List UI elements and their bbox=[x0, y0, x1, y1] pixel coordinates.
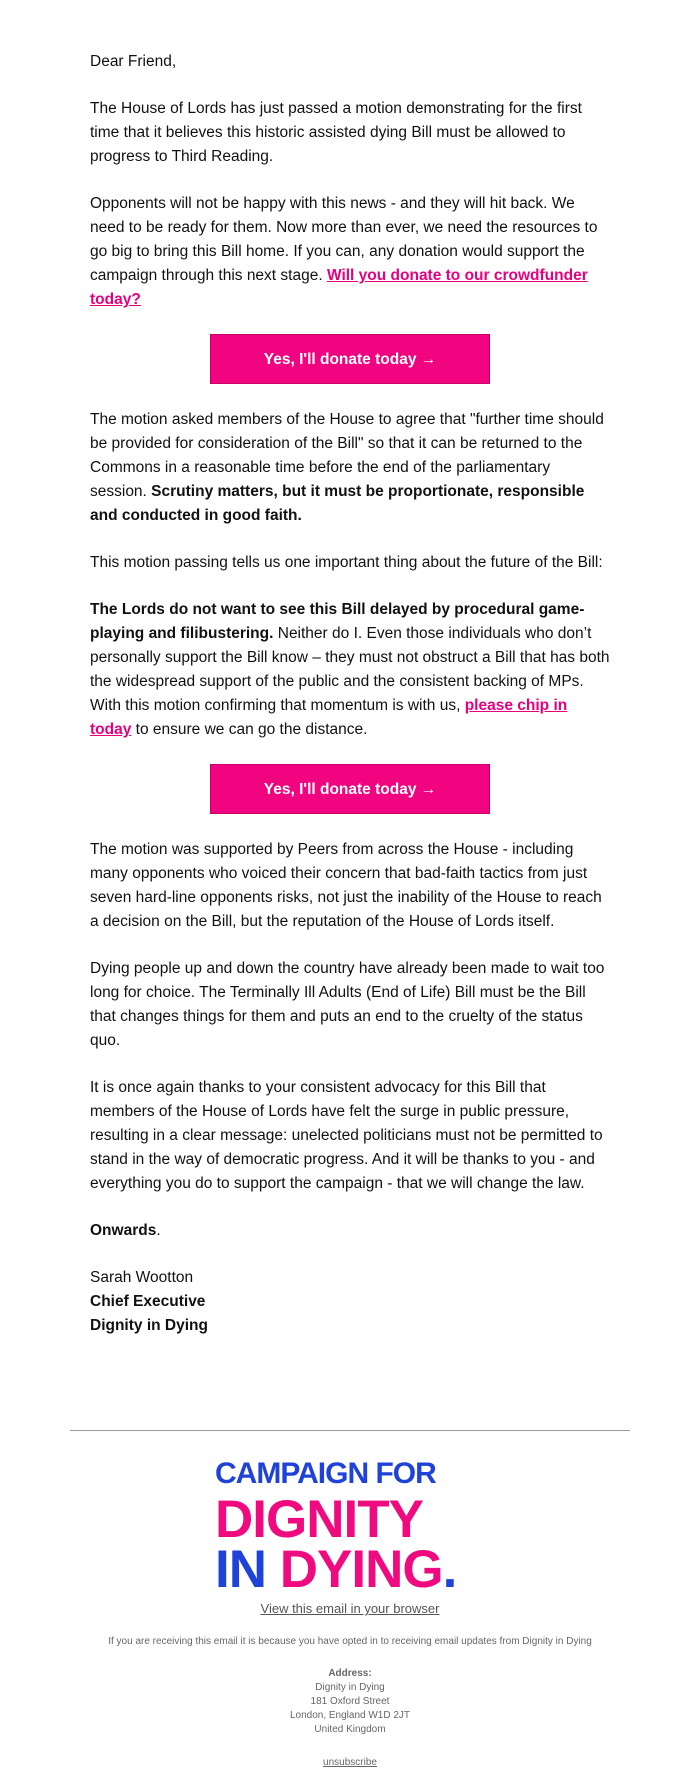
address-label: Address: bbox=[328, 1668, 372, 1679]
lords-delay-statement: The Lords do not want to see this Bill delayed by procedural game-playing and filibustering. bbox=[90, 601, 585, 642]
unsubscribe-link[interactable]: unsubscribe bbox=[323, 1757, 377, 1768]
view-in-browser-link[interactable]: View this email in your browser bbox=[260, 1601, 440, 1616]
logo-line-1: CAMPAIGN FOR bbox=[215, 1457, 436, 1490]
footer-divider bbox=[70, 1430, 630, 1431]
donate-button-row-1 bbox=[90, 334, 610, 384]
address-line: Dignity in Dying bbox=[315, 1682, 385, 1693]
sign-off-word: Onwards bbox=[90, 1222, 157, 1239]
signature-title bbox=[90, 1290, 610, 1314]
address-line: 181 Oxford Street bbox=[310, 1696, 390, 1707]
email-footer bbox=[70, 1430, 630, 1768]
logo-dot: . bbox=[442, 1540, 457, 1599]
logo-dying: DYING bbox=[279, 1540, 443, 1599]
sign-off bbox=[90, 1219, 610, 1243]
paragraph-dying-people: Dying people up and down the country have already been made to wait too long for choice. The Terminally Ill Adults (End of Life) Bill must be the Bill that changes things for them and puts an end to the cruelty of the status quo. bbox=[90, 960, 605, 1049]
donate-button[interactable]: Yes, I'll donate today → bbox=[210, 334, 490, 384]
signature-org-text: Dignity in Dying bbox=[90, 1317, 208, 1334]
paragraph-opponents bbox=[90, 192, 610, 312]
chip-in-link[interactable]: please chip in today bbox=[90, 697, 568, 738]
paragraph-lords-motion: The House of Lords has just passed a motion demonstrating for the first time that it believes this historic assisted dying Bill must be allowed to progress to Third Reading. bbox=[90, 100, 582, 165]
dignity-in-dying-logo bbox=[215, 1457, 485, 1599]
address-line: United Kingdom bbox=[314, 1724, 386, 1735]
paragraph-opponents-text: Opponents will not be happy with this news - and they will hit back. We need to be ready for them. Now more than ever, we need the resources to go big to bring this Bill home. If you can, any donation would support the campaign through this next stage. bbox=[90, 195, 598, 284]
paragraph-motion-asked bbox=[90, 408, 610, 528]
sign-off-punct: . bbox=[156, 1222, 161, 1239]
crowdfunder-link[interactable]: Will you donate to our crowdfunder today? bbox=[90, 267, 588, 308]
paragraph-motion-asked-text: The motion asked members of the House to agree that "further time should be provided for consideration of the Bill" so that it can be returned to the Commons in a reasonable time before the end of the parliamentary session. bbox=[90, 411, 604, 500]
address-line: London, England W1D 2JT bbox=[289, 1710, 411, 1721]
donate-button[interactable]: Yes, I'll donate today → bbox=[210, 764, 490, 814]
logo-line-2: DIGNITY bbox=[215, 1490, 423, 1549]
lords-delay-text: Neither do I. Even those individuals who don’t personally support the Bill know – they must not obstruct a Bill that has both the widespread support of the public and the consistent backing of MPs. With this motion confirming that momentum is with us, bbox=[90, 625, 610, 714]
donate-button-row-2 bbox=[90, 764, 610, 814]
signature-org bbox=[90, 1314, 610, 1338]
lords-delay-text-end: to ensure we can go the distance. bbox=[131, 721, 368, 738]
opt-in-notice: If you are receiving this email it is because you have opted in to receiving email updates from Dignity in Dying bbox=[108, 1636, 592, 1647]
greeting: Dear Friend, bbox=[90, 53, 177, 70]
logo-line-3 bbox=[215, 1540, 485, 1599]
logo-in: IN bbox=[215, 1540, 266, 1599]
signature-name: Sarah Wootton bbox=[90, 1269, 194, 1286]
postal-address bbox=[70, 1667, 630, 1737]
paragraph-peers-support: The motion was supported by Peers from across the House - including many opponents who voiced their concern that bad-faith tactics from just seven hard-line opponents risks, not just the inability of the House to reach a decision on the Bill, but the reputation of the House of Lords itself. bbox=[90, 841, 602, 930]
scrutiny-statement: Scrutiny matters, but it must be proportionate, responsible and conducted in good faith. bbox=[90, 483, 585, 524]
paragraph-advocacy: It is once again thanks to your consistent advocacy for this Bill that members of the House of Lords have felt the surge in public pressure, resulting in a clear message: unelected politicians must not be permitted to stand in the way of democratic progress. And it will be thanks to you - and everything you do to support the campaign - that we will change the law. bbox=[90, 1079, 603, 1192]
email-body bbox=[90, 50, 610, 1338]
signature-title-text: Chief Executive bbox=[90, 1293, 206, 1310]
paragraph-motion-passing: This motion passing tells us one important thing about the future of the Bill: bbox=[90, 554, 603, 571]
paragraph-lords-delay bbox=[90, 598, 610, 742]
